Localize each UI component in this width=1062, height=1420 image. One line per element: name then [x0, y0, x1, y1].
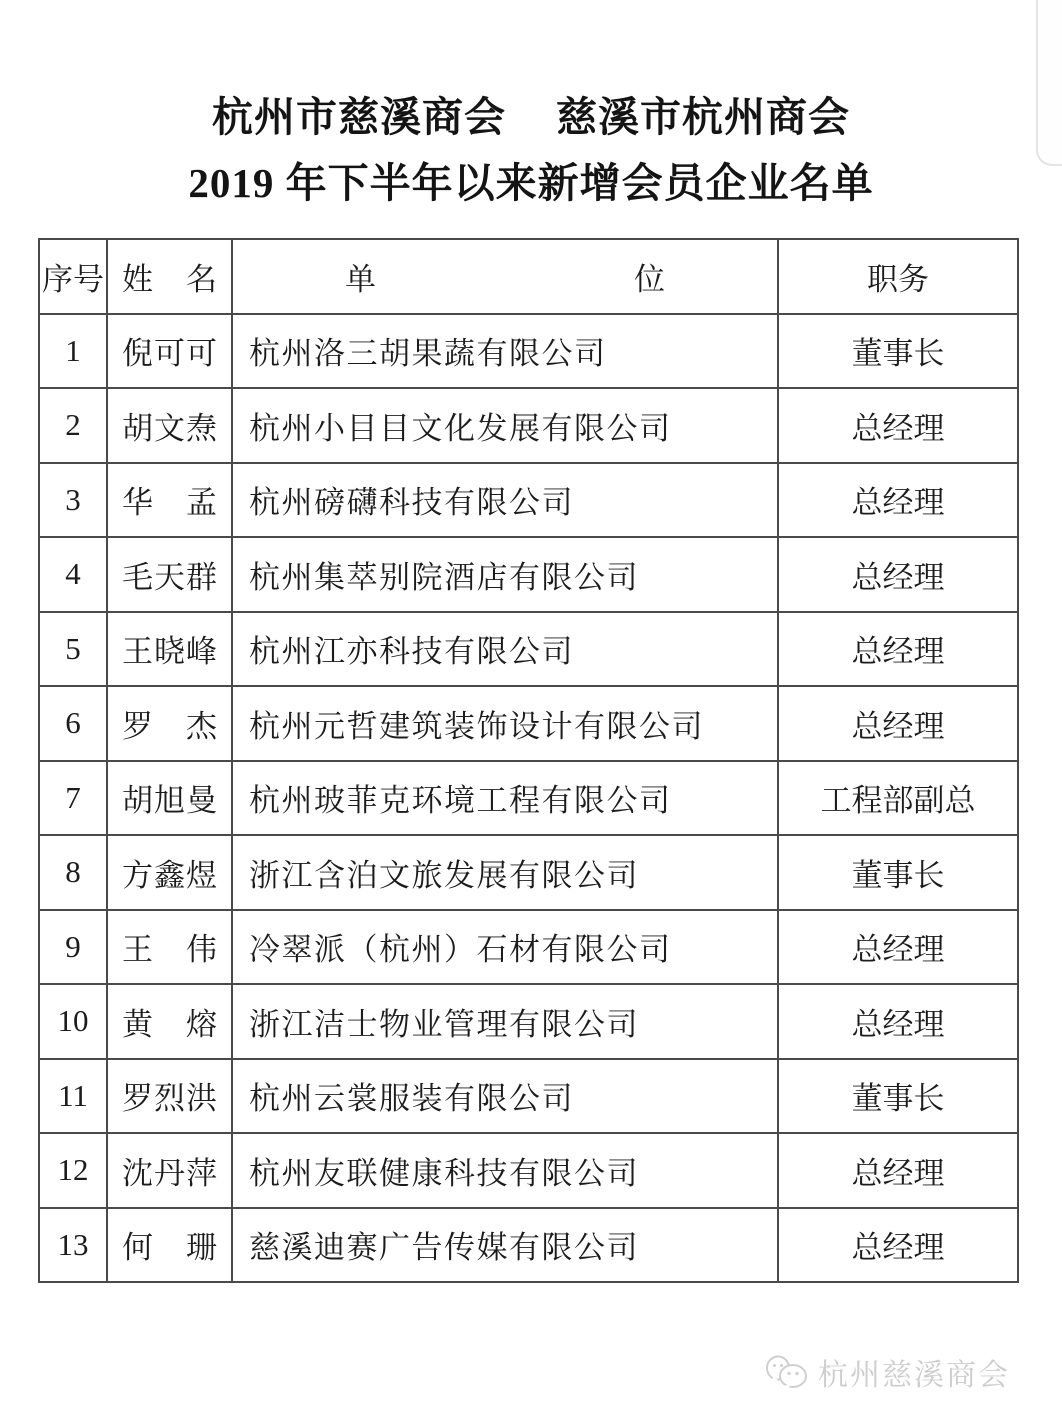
wechat-chat-bubbles-icon: [764, 1354, 810, 1390]
table-header-row: [39, 239, 1018, 314]
row-cell-company: 杭州元哲建筑装饰设计有限公司: [232, 686, 778, 761]
row-cell-position: 总经理: [778, 463, 1018, 538]
row-cell-company: 冷翠派（杭州）石材有限公司: [232, 910, 778, 985]
row-cell-no: 4: [39, 537, 107, 612]
row-cell-name: 方鑫煜: [107, 835, 232, 910]
watermark-label: 杭州慈溪商会: [818, 1359, 1010, 1392]
table-row: [39, 537, 1018, 612]
header-cell-no: 序号: [39, 239, 107, 314]
row-cell-company: 杭州集萃别院酒店有限公司: [232, 537, 778, 612]
row-cell-position: 总经理: [778, 910, 1018, 985]
row-cell-name: 何珊: [107, 1208, 232, 1283]
row-cell-name: 倪可可: [107, 314, 232, 389]
row-cell-name: 黄熔: [107, 984, 232, 1059]
row-cell-position: 工程部副总: [778, 761, 1018, 836]
row-cell-company: 浙江洁士物业管理有限公司: [232, 984, 778, 1059]
table-body: [39, 314, 1018, 1283]
row-cell-name: 罗杰: [107, 686, 232, 761]
row-cell-no: 8: [39, 835, 107, 910]
header-cell-name: 姓名: [107, 239, 232, 314]
row-cell-no: 3: [39, 463, 107, 538]
row-cell-no: 5: [39, 612, 107, 687]
row-cell-name: 胡文焘: [107, 388, 232, 463]
table-row: [39, 1059, 1018, 1134]
table-row: [39, 463, 1018, 538]
row-cell-no: 13: [39, 1208, 107, 1283]
row-cell-no: 1: [39, 314, 107, 389]
title-org-1: 杭州市慈溪商会: [212, 94, 506, 140]
row-cell-position: 总经理: [778, 1208, 1018, 1283]
row-cell-position: 总经理: [778, 537, 1018, 612]
table-row: [39, 984, 1018, 1059]
table-row: [39, 761, 1018, 836]
row-cell-name: 王晓峰: [107, 612, 232, 687]
row-cell-position: 总经理: [778, 388, 1018, 463]
title-org-2: 慈溪市杭州商会: [556, 94, 850, 140]
table-row: [39, 686, 1018, 761]
row-cell-position: 总经理: [778, 1133, 1018, 1208]
row-cell-name: 毛天群: [107, 537, 232, 612]
table-row: [39, 612, 1018, 687]
header-cell-company: 单位: [232, 239, 778, 314]
row-cell-company: 杭州磅礴科技有限公司: [232, 463, 778, 538]
row-cell-position: 董事长: [778, 835, 1018, 910]
row-cell-company: 杭州洛三胡果蔬有限公司: [232, 314, 778, 389]
row-cell-position: 董事长: [778, 1059, 1018, 1134]
row-cell-company: 杭州友联健康科技有限公司: [232, 1133, 778, 1208]
row-cell-no: 6: [39, 686, 107, 761]
table-row: [39, 1133, 1018, 1208]
row-cell-no: 9: [39, 910, 107, 985]
row-cell-name: 胡旭曼: [107, 761, 232, 836]
row-cell-no: 11: [39, 1059, 107, 1134]
table-row: [39, 910, 1018, 985]
row-cell-company: 杭州玻菲克环境工程有限公司: [232, 761, 778, 836]
row-cell-company: 杭州云裳服装有限公司: [232, 1059, 778, 1134]
row-cell-no: 12: [39, 1133, 107, 1208]
row-cell-no: 2: [39, 388, 107, 463]
row-cell-name: 王伟: [107, 910, 232, 985]
member-list-table: [38, 238, 1019, 1283]
table-row: [39, 835, 1018, 910]
row-cell-name: 罗烈洪: [107, 1059, 232, 1134]
header-cell-position: 职务: [778, 239, 1018, 314]
row-cell-position: 总经理: [778, 984, 1018, 1059]
row-cell-company: 杭州江亦科技有限公司: [232, 612, 778, 687]
table-row: [39, 314, 1018, 389]
row-cell-position: 董事长: [778, 314, 1018, 389]
row-cell-no: 10: [39, 984, 107, 1059]
row-cell-name: 华孟: [107, 463, 232, 538]
page-title-line2: 2019 年下半年以来新增会员企业名单: [188, 160, 874, 206]
row-cell-position: 总经理: [778, 686, 1018, 761]
row-cell-company: 杭州小目目文化发展有限公司: [232, 388, 778, 463]
row-cell-no: 7: [39, 761, 107, 836]
row-cell-company: 慈溪迪赛广告传媒有限公司: [232, 1208, 778, 1283]
watermark: [764, 1350, 1010, 1394]
row-cell-name: 沈丹萍: [107, 1133, 232, 1208]
table-row: [39, 388, 1018, 463]
page-title-line1: [0, 84, 1062, 143]
row-cell-company: 浙江含泊文旅发展有限公司: [232, 835, 778, 910]
row-cell-position: 总经理: [778, 612, 1018, 687]
table-row: [39, 1208, 1018, 1283]
